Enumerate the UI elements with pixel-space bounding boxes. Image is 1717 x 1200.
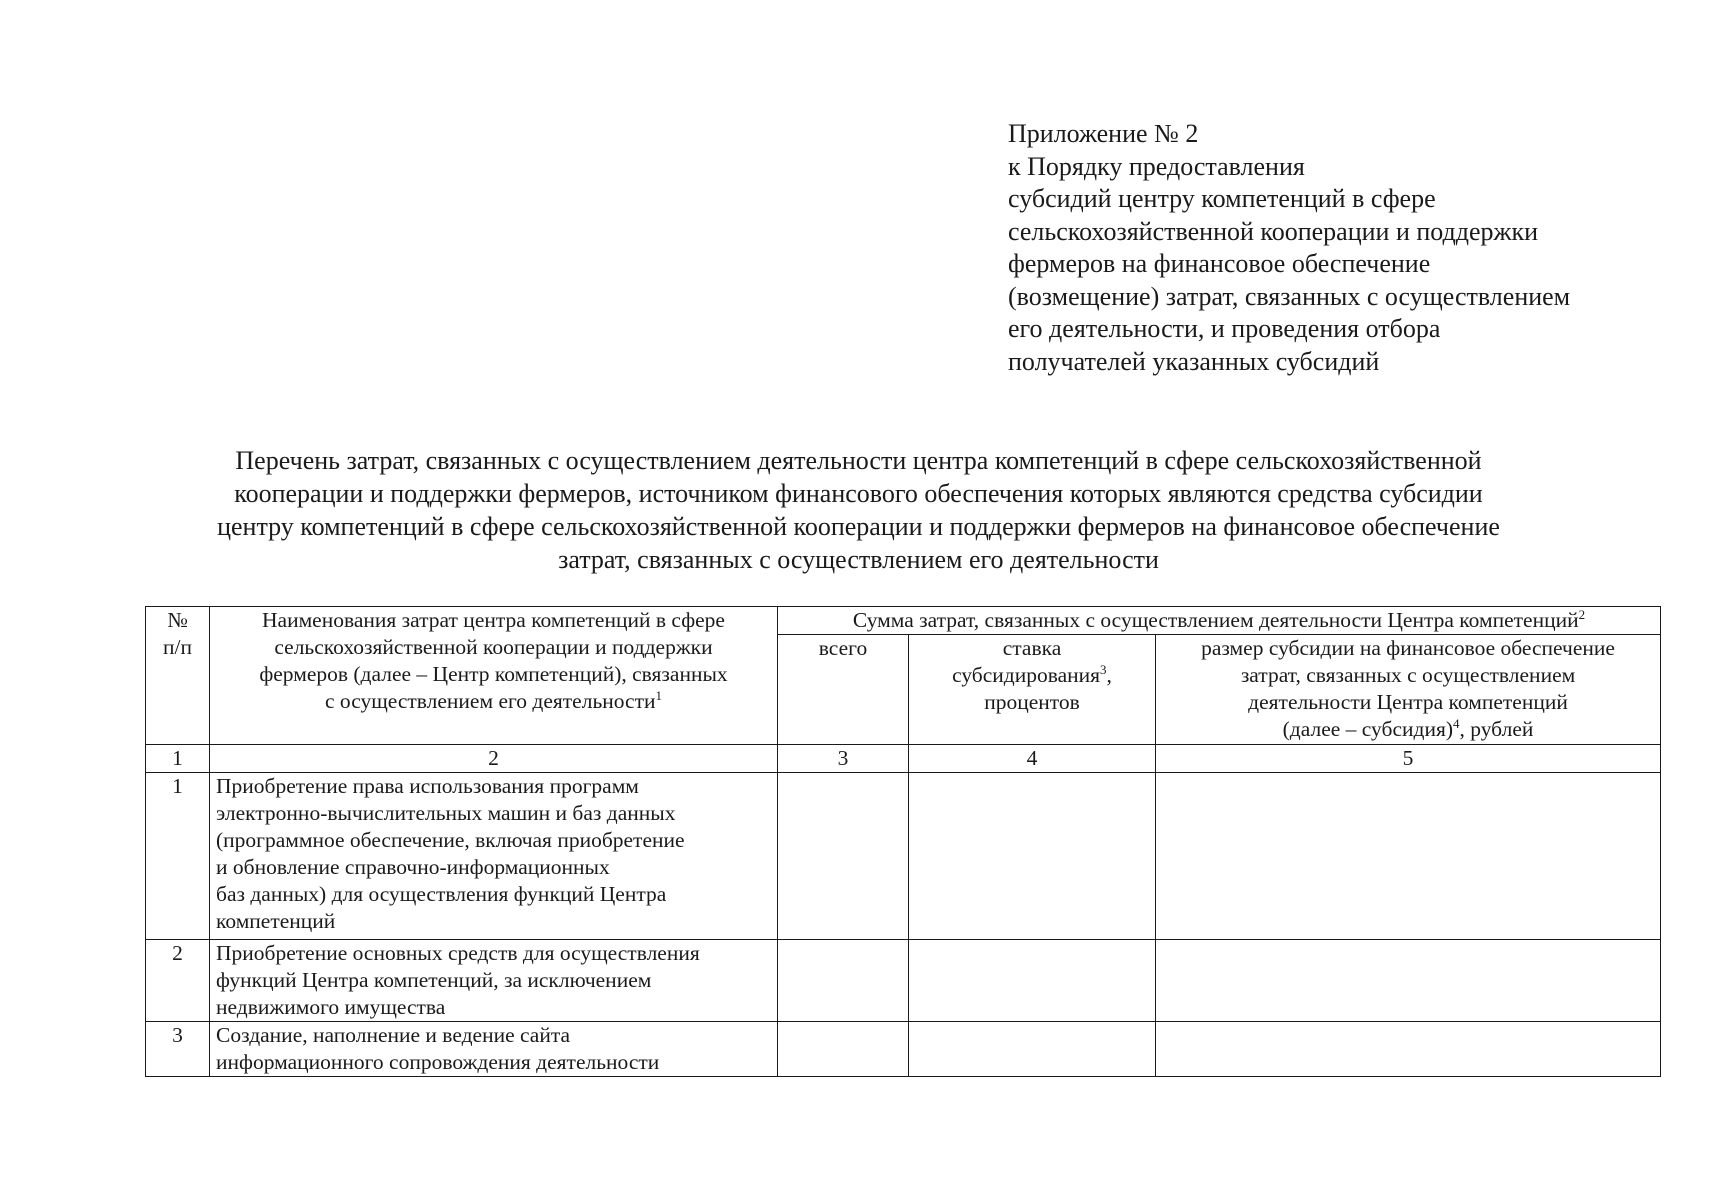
cell-total [778, 773, 909, 940]
appendix-line: сельскохозяйственной кооперации и поддержки [1008, 216, 1539, 246]
header-text: Наименования затрат центра компетенций в сфере [262, 608, 725, 632]
header-text: Сумма затрат, связанных с осуществлением деятельности Центра компетенций [852, 608, 1579, 632]
header-text: с осуществлением его деятельности [325, 689, 656, 713]
costs-table [145, 606, 1661, 1077]
appendix-block [1008, 118, 1688, 378]
column-number-row [146, 745, 1661, 773]
row-name [210, 773, 778, 940]
row-name-line: и обновление справочно-информационных [216, 855, 610, 879]
header-text: затрат, связанных с осуществлением [1240, 663, 1576, 687]
title-line: затрат, связанных с осуществлением его деятельности [558, 545, 1159, 574]
column-number: 5 [1156, 745, 1661, 773]
appendix-line: (возмещение) затрат, связанных с осуществлением [1008, 281, 1571, 311]
row-name-line: компетенций [216, 909, 336, 933]
column-number: 4 [909, 745, 1156, 773]
appendix-line: получателей указанных субсидий [1008, 346, 1380, 376]
appendix-line: Приложение № 2 [1008, 119, 1199, 148]
cell-total [778, 1022, 909, 1077]
cell-rate [909, 1022, 1156, 1077]
row-name-line: Приобретение права использования программ [216, 774, 639, 798]
header-text: всего [818, 636, 868, 660]
cell-rate [909, 940, 1156, 1022]
header-col-total [778, 635, 909, 745]
header-col-number [146, 607, 210, 745]
row-name-line: баз данных) для осуществления функций Центра [216, 882, 667, 906]
row-number: 2 [146, 940, 210, 1022]
footnote-ref: 4 [1453, 715, 1460, 731]
footnote-ref: 3 [1100, 661, 1107, 677]
row-name-line: информационного сопровождения деятельности [216, 1050, 660, 1074]
header-text: ставка [1002, 636, 1062, 660]
row-number: 1 [146, 773, 210, 940]
row-name-line: (программное обеспечение, включая приобретение [216, 828, 685, 852]
table-header-row [146, 607, 1661, 635]
header-text: п/п [163, 635, 192, 659]
appendix-line: его деятельности, и проведения отбора [1008, 314, 1441, 343]
footnote-ref: 2 [1578, 606, 1586, 622]
cell-rate [909, 773, 1156, 940]
document-title [150, 444, 1567, 576]
cell-total [778, 940, 909, 1022]
appendix-line: субсидий центру компетенций в сфере [1008, 184, 1436, 213]
header-text: , рублей [1459, 717, 1534, 741]
row-name-line: электронно-вычислительных машин и баз данных [216, 801, 676, 825]
column-number: 3 [778, 745, 909, 773]
title-line: Перечень затрат, связанных с осуществлением деятельности центра компетенций в сфере сельскохозяйственной [235, 446, 1482, 475]
header-text: деятельности Центра компетенций [1248, 690, 1568, 714]
header-text: № [167, 608, 188, 632]
table-row [146, 773, 1661, 940]
row-name-line: Создание, наполнение и ведение сайта [216, 1023, 571, 1047]
row-number: 3 [146, 1022, 210, 1077]
title-line: кооперации и поддержки фермеров, источником финансового обеспечения которых являются средства субсидии [234, 479, 1483, 508]
row-name [210, 940, 778, 1022]
table-row [146, 940, 1661, 1022]
header-text: процентов [984, 690, 1080, 714]
appendix-line: фермеров на финансовое обеспечение [1008, 249, 1431, 278]
header-text: размер субсидии на финансовое обеспечение [1201, 636, 1615, 660]
header-group-amounts [778, 607, 1661, 635]
row-name-line: функций Центра компетенций, за исключением [216, 968, 652, 992]
header-col-name [210, 607, 778, 745]
header-text: , [1106, 663, 1112, 687]
title-line: центру компетенций в сфере сельскохозяйственной кооперации и поддержки фермеров на финансовое обеспечение [217, 512, 1500, 541]
column-number: 2 [210, 745, 778, 773]
row-name-line: недвижимого имущества [216, 995, 446, 1019]
header-col-subsidy [1156, 635, 1661, 745]
header-text: (далее – субсидия) [1282, 717, 1453, 741]
column-number: 1 [146, 745, 210, 773]
cell-subsidy [1156, 1022, 1661, 1077]
cell-subsidy [1156, 940, 1661, 1022]
row-name [210, 1022, 778, 1077]
header-text: фермеров (далее – Центр компетенций), связанных [259, 662, 728, 686]
table-row [146, 1022, 1661, 1077]
header-text: субсидирования [952, 663, 1101, 687]
row-name-line: Приобретение основных средств для осуществления [216, 941, 700, 965]
header-text: сельскохозяйственной кооперации и поддержки [274, 635, 713, 659]
footnote-ref: 1 [655, 687, 662, 703]
appendix-line: к Порядку предоставления [1008, 151, 1305, 181]
cell-subsidy [1156, 773, 1661, 940]
header-col-rate [909, 635, 1156, 745]
